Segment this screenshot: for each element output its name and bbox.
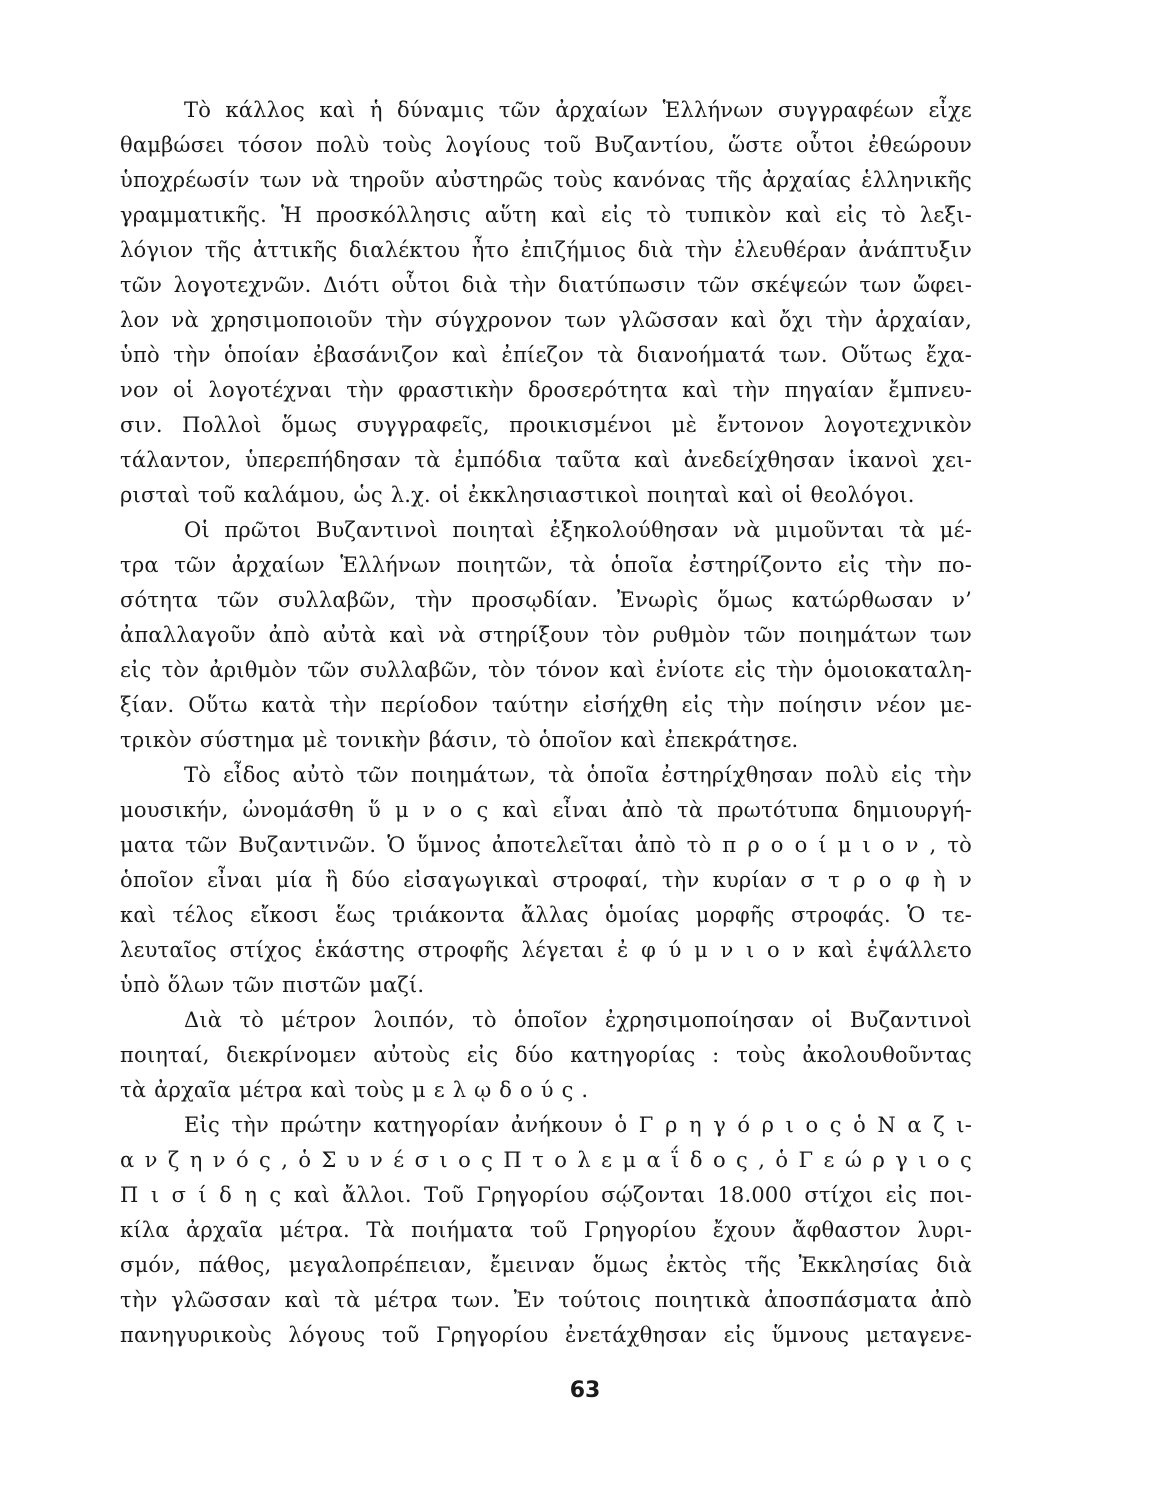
text-line: σότητα τῶν συλλαβῶν, τὴν προσῳδίαν. Ἐνωρὶς ὅμως κατώρθωσαν ν’ [120, 588, 972, 612]
text-line: ρισταὶ τοῦ καλάμου, ὡς λ.χ. οἱ ἐκκλησιαστικοὶ ποιηταὶ καὶ οἱ θεολόγοι. [120, 483, 915, 507]
text-line: τῶν λογοτεχνῶν. Διότι οὗτοι διὰ τὴν διατύπωσιν τῶν σκέψεών των ὤφει- [120, 273, 972, 297]
text-line: τρικὸν σύστημα μὲ τονικὴν βάσιν, τὸ ὁποῖον καὶ ἐπεκράτησε. [120, 728, 799, 752]
text-line: ἀπαλλαγοῦν ἀπὸ αὐτὰ καὶ νὰ στηρίξουν τὸν ρυθμὸν τῶν ποιημάτων των [120, 623, 972, 647]
text-line: σμόν, πάθος, μεγαλοπρέπειαν, ἔμειναν ὅμως ἐκτὸς τῆς Ἐκκλησίας διὰ [120, 1253, 972, 1277]
text-line: πανηγυρικοὺς λόγους τοῦ Γρηγορίου ἐνετάχθησαν εἰς ὕμνους μεταγενε- [120, 1323, 972, 1347]
text-line: ξίαν. Οὕτω κατὰ τὴν περίοδον ταύτην εἰσήχθη εἰς τὴν ποίησιν νέον με- [120, 693, 972, 717]
text-line: τὴν γλῶσσαν καὶ τὰ μέτρα των. Ἐν τούτοις ποιητικὰ ἀποσπάσματα ἀπὸ [120, 1288, 972, 1312]
text-line: ὑπὸ τὴν ὁποίαν ἐβασάνιζον καὶ ἐπίεζον τὰ διανοήματά των. Οὕτως ἔχα- [120, 343, 972, 367]
page-number: 63 [569, 1378, 601, 1403]
text-line: νον οἱ λογοτέχναι τὴν φραστικὴν δροσερότητα καὶ τὴν πηγαίαν ἔμπνευ- [120, 378, 972, 402]
text-line: ὑποχρέωσίν των νὰ τηροῦν αὐστηρῶς τοὺς κανόνας τῆς ἀρχαίας ἑλληνικῆς [120, 168, 972, 192]
text-line: τρα τῶν ἀρχαίων Ἑλλήνων ποιητῶν, τὰ ὁποῖα ἐστηρίζοντο εἰς τὴν πο- [120, 553, 972, 577]
text-line: γραμματικῆς. Ἡ προσκόλλησις αὕτη καὶ εἰς τὸ τυπικὸν καὶ εἰς τὸ λεξι- [120, 203, 972, 227]
body-text [120, 93, 972, 1353]
text-line: Εἰς τὴν πρώτην κατηγορίαν ἀνήκουν ὁ Γ ρ η γ ό ρ ι ο ς ὁ Ν α ζ ι- [184, 1113, 972, 1137]
text-line: λόγιον τῆς ἀττικῆς διαλέκτου ἦτο ἐπιζήμιος διὰ τὴν ἐλευθέραν ἀνάπτυξιν [120, 238, 972, 262]
text-line: μουσικήν, ὠνομάσθη ὕ μ ν ο ς καὶ εἶναι ἀπὸ τὰ πρωτότυπα δημιουργή- [120, 798, 972, 822]
text-line: α ν ζ η ν ό ς , ὁ Σ υ ν έ σ ι ο ς Π τ ο λ ε μ α ΐ δ ο ς , ὁ Γ ε ώ ρ γ ι ο ς [120, 1148, 972, 1172]
text-line: Π ι σ ί δ η ς καὶ ἄλλοι. Τοῦ Γρηγορίου σῴζονται 18.000 στίχοι εἰς ποι- [120, 1183, 972, 1207]
text-line: τὰ ἀρχαῖα μέτρα καὶ τοὺς μ ε λ ῳ δ ο ύ ς . [120, 1078, 589, 1102]
text-line: Τὸ κάλλος καὶ ἡ δύναμις τῶν ἀρχαίων Ἑλλήνων συγγραφέων εἶχε [184, 98, 972, 122]
text-line: ποιηταί, διεκρίνομεν αὐτοὺς εἰς δύο κατηγορίας : τοὺς ἀκολουθοῦντας [120, 1043, 972, 1067]
text-line: ὑπὸ ὅλων τῶν πιστῶν μαζί. [120, 973, 425, 997]
text-line: λευταῖος στίχος ἑκάστης στροφῆς λέγεται ἐ φ ύ μ ν ι ο ν καὶ ἐψάλλετο [120, 938, 972, 962]
text-line: κίλα ἀρχαῖα μέτρα. Τὰ ποιήματα τοῦ Γρηγορίου ἔχουν ἄφθαστον λυρι- [120, 1218, 972, 1242]
text-line: Τὸ εἶδος αὐτὸ τῶν ποιημάτων, τὰ ὁποῖα ἐστηρίχθησαν πολὺ εἰς τὴν [184, 763, 972, 787]
text-line: ὁποῖον εἶναι μία ἢ δύο εἰσαγωγικαὶ στροφαί, τὴν κυρίαν σ τ ρ ο φ ὴ ν [120, 868, 972, 892]
text-line: ματα τῶν Βυζαντινῶν. Ὁ ὕμνος ἀποτελεῖται ἀπὸ τὸ π ρ ο ο ί μ ι ο ν , τὸ [120, 833, 972, 857]
text-line: εἰς τὸν ἀριθμὸν τῶν συλλαβῶν, τὸν τόνον καὶ ἐνίοτε εἰς τὴν ὁμοιοκαταλη- [120, 658, 972, 682]
text-line: καὶ τέλος εἴκοσι ἕως τριάκοντα ἄλλας ὁμοίας μορφῆς στροφάς. Ὁ τε- [120, 903, 972, 927]
text-line: Διὰ τὸ μέτρον λοιπόν, τὸ ὁποῖον ἐχρησιμοποίησαν οἱ Βυζαντινοὶ [184, 1008, 972, 1032]
text-line: θαμβώσει τόσον πολὺ τοὺς λογίους τοῦ Βυζαντίου, ὥστε οὗτοι ἐθεώρουν [120, 133, 972, 157]
text-line: τάλαντον, ὑπερεπήδησαν τὰ ἐμπόδια ταῦτα καὶ ἀνεδείχθησαν ἱκανοὶ χει- [120, 448, 972, 472]
text-line: λον νὰ χρησιμοποιοῦν τὴν σύγχρονον των γλῶσσαν καὶ ὄχι τὴν ἀρχαίαν, [120, 308, 972, 332]
text-line: σιν. Πολλοὶ ὅμως συγγραφεῖς, προικισμένοι μὲ ἔντονον λογοτεχνικὸν [120, 413, 972, 437]
text-line: Οἱ πρῶτοι Βυζαντινοὶ ποιηταὶ ἐξηκολούθησαν νὰ μιμοῦνται τὰ μέ- [184, 518, 972, 542]
